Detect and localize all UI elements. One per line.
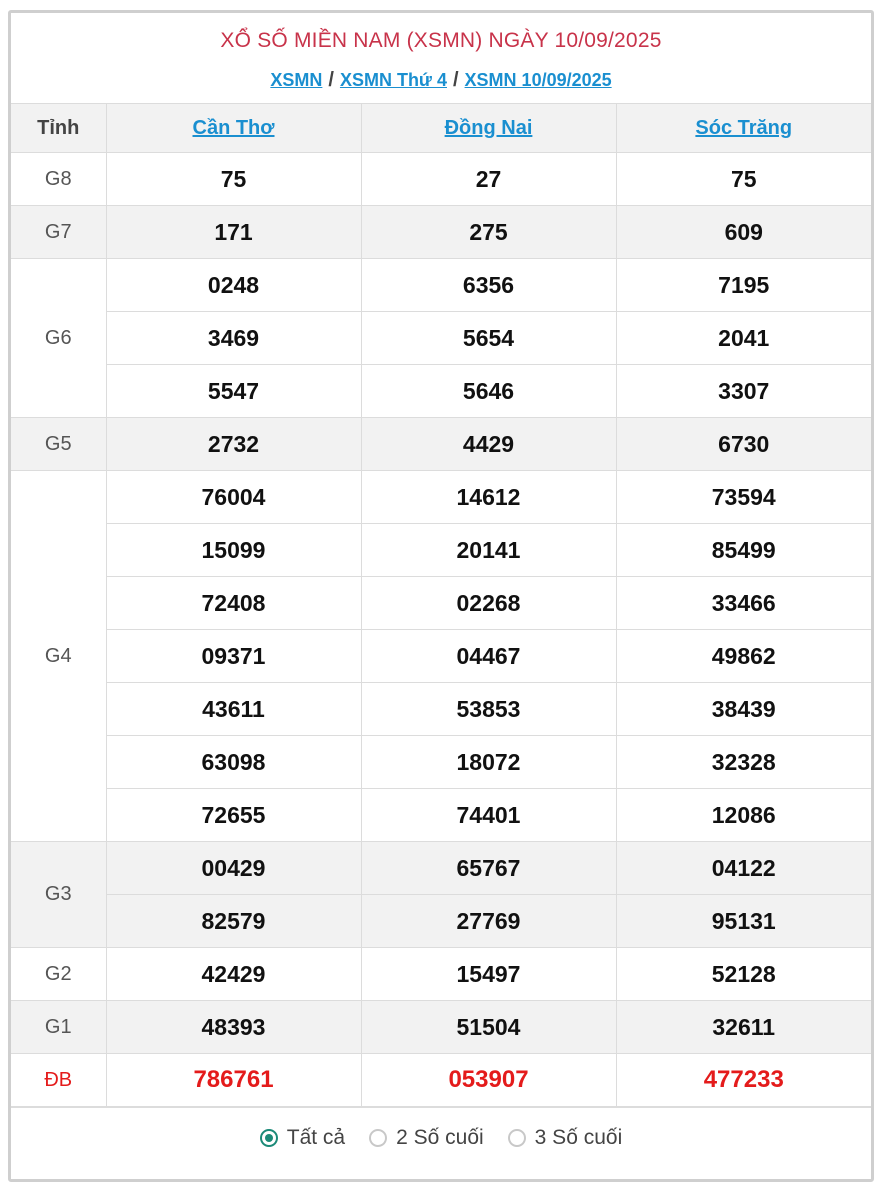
prize-label: G6 (11, 259, 106, 418)
prize-row-g3 (11, 842, 871, 895)
prize-number: 2732 (106, 418, 361, 471)
prize-row-g4 (11, 577, 871, 630)
prize-number: 5646 (361, 365, 616, 418)
prize-number: 38439 (616, 683, 871, 736)
prize-number: 12086 (616, 789, 871, 842)
filter-option-label: 3 Số cuối (534, 1126, 623, 1149)
breadcrumb-date-link[interactable]: XSMN 10/09/2025 (464, 70, 612, 90)
prize-row-g4 (11, 630, 871, 683)
prize-number: 0248 (106, 259, 361, 312)
breadcrumb-weekday-link[interactable]: XSMN Thứ 4 (339, 70, 447, 90)
prize-number: 95131 (616, 895, 871, 948)
prize-row-g3 (11, 895, 871, 948)
prize-number: 18072 (361, 736, 616, 789)
breadcrumb (11, 68, 871, 92)
province-column-label: Tỉnh (11, 104, 106, 153)
prize-number: 73594 (616, 471, 871, 524)
prize-number: 00429 (106, 842, 361, 895)
prize-number: 171 (106, 206, 361, 259)
filter-option-last-2[interactable] (369, 1126, 484, 1150)
prize-label: G5 (11, 418, 106, 471)
prize-row-g4 (11, 471, 871, 524)
prize-row-g5 (11, 418, 871, 471)
prize-row-db (11, 1054, 871, 1107)
prize-number: 53853 (361, 683, 616, 736)
breadcrumb-separator: / (452, 69, 459, 91)
prize-number: 053907 (361, 1054, 616, 1107)
prize-number: 82579 (106, 895, 361, 948)
prize-row-g4 (11, 789, 871, 842)
prize-number: 48393 (106, 1001, 361, 1054)
prize-number: 27 (361, 153, 616, 206)
prize-number: 49862 (616, 630, 871, 683)
prize-row-g7 (11, 206, 871, 259)
prize-row-g1 (11, 1001, 871, 1054)
prize-label: G2 (11, 948, 106, 1001)
prize-label: G3 (11, 842, 106, 948)
prize-number: 52128 (616, 948, 871, 1001)
prize-number: 14612 (361, 471, 616, 524)
prize-number: 6356 (361, 259, 616, 312)
prize-number: 7195 (616, 259, 871, 312)
prize-number: 63098 (106, 736, 361, 789)
province-link-dong-nai[interactable]: Đồng Nai (444, 116, 533, 139)
prize-label: G8 (11, 153, 106, 206)
prize-number: 20141 (361, 524, 616, 577)
prize-number: 15497 (361, 948, 616, 1001)
results-table (11, 104, 871, 1107)
table-header-row (11, 104, 871, 153)
prize-number: 27769 (361, 895, 616, 948)
filter-option-label: Tất cả (286, 1126, 346, 1149)
prize-number: 75 (616, 153, 871, 206)
prize-number: 72655 (106, 789, 361, 842)
radio-unselected-icon[interactable] (369, 1129, 387, 1147)
page-title: XỔ SỐ MIỀN NAM (XSMN) NGÀY 10/09/2025 (220, 29, 662, 52)
prize-label: G7 (11, 206, 106, 259)
prize-number: 4429 (361, 418, 616, 471)
breadcrumb-xsmn-link[interactable]: XSMN (270, 70, 323, 90)
prize-number: 04467 (361, 630, 616, 683)
digit-filter (11, 1107, 871, 1168)
prize-row-g6 (11, 365, 871, 418)
prize-number: 51504 (361, 1001, 616, 1054)
prize-number: 02268 (361, 577, 616, 630)
breadcrumb-separator: / (328, 69, 334, 91)
prize-number: 65767 (361, 842, 616, 895)
prize-number: 3469 (106, 312, 361, 365)
prize-number: 42429 (106, 948, 361, 1001)
prize-number: 33466 (616, 577, 871, 630)
prize-row-g8 (11, 153, 871, 206)
results-header (11, 13, 871, 104)
prize-number: 09371 (106, 630, 361, 683)
prize-number: 32328 (616, 736, 871, 789)
prize-label: G4 (11, 471, 106, 842)
prize-number: 32611 (616, 1001, 871, 1054)
prize-number: 2041 (616, 312, 871, 365)
prize-number: 72408 (106, 577, 361, 630)
prize-label: G1 (11, 1001, 106, 1054)
prize-number: 786761 (106, 1054, 361, 1107)
prize-number: 609 (616, 206, 871, 259)
prize-number: 5547 (106, 365, 361, 418)
province-header (616, 104, 871, 153)
province-link-can-tho[interactable]: Cần Thơ (192, 116, 275, 139)
province-header (361, 104, 616, 153)
prize-number: 3307 (616, 365, 871, 418)
prize-number: 6730 (616, 418, 871, 471)
prize-row-g4 (11, 736, 871, 789)
prize-number: 74401 (361, 789, 616, 842)
filter-option-last-3[interactable] (508, 1126, 623, 1150)
prize-number: 275 (361, 206, 616, 259)
prize-number: 85499 (616, 524, 871, 577)
prize-number: 76004 (106, 471, 361, 524)
prize-number: 04122 (616, 842, 871, 895)
prize-number: 15099 (106, 524, 361, 577)
province-link-soc-trang[interactable]: Sóc Trăng (695, 116, 793, 139)
province-header (106, 104, 361, 153)
prize-number: 5654 (361, 312, 616, 365)
prize-number: 43611 (106, 683, 361, 736)
radio-unselected-icon[interactable] (508, 1129, 526, 1147)
results-panel (8, 10, 874, 1182)
prize-number: 75 (106, 153, 361, 206)
radio-selected-icon[interactable] (260, 1129, 278, 1147)
prize-row-g4 (11, 683, 871, 736)
filter-option-label: 2 Số cuối (396, 1126, 484, 1149)
prize-row-g2 (11, 948, 871, 1001)
prize-number: 477233 (616, 1054, 871, 1107)
prize-label: ĐB (11, 1054, 106, 1107)
filter-option-all[interactable] (260, 1126, 345, 1150)
prize-row-g6 (11, 259, 871, 312)
prize-row-g4 (11, 524, 871, 577)
prize-row-g6 (11, 312, 871, 365)
